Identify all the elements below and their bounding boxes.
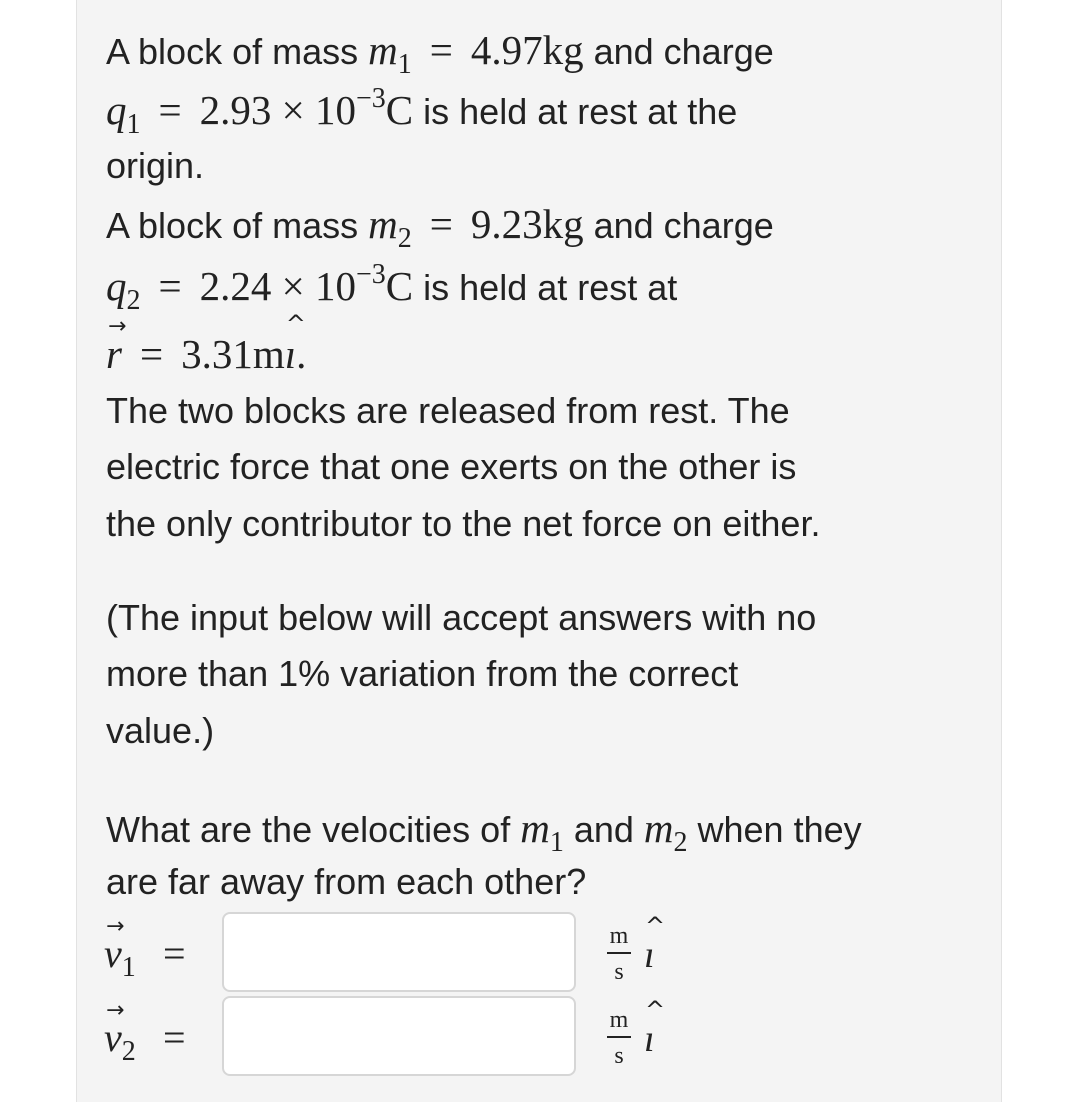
- mass2-text-suffix: and charge: [583, 205, 774, 246]
- paragraph-tolerance-line-3: value.): [106, 710, 215, 751]
- question-line-1: [106, 805, 862, 858]
- position-vector-symbol: [106, 314, 127, 377]
- mass1-subscript: 1: [397, 49, 412, 80]
- v2-answer-input[interactable]: [222, 996, 576, 1076]
- problem-line-charge1: [106, 83, 738, 140]
- mass1-text-suffix: and charge: [583, 31, 774, 72]
- v1-vector-symbol: [104, 914, 125, 976]
- charge1-exponent: −3: [356, 83, 386, 114]
- hat-icon: ^: [645, 996, 666, 1024]
- mass2-value: 9.23kg: [470, 201, 584, 247]
- charge1-symbol: q: [106, 87, 127, 133]
- vector-arrow-icon: →: [106, 998, 125, 1023]
- charge1-text-suffix: is held at rest at the: [413, 91, 738, 132]
- question-text-prefix: What are the velocities of: [106, 809, 521, 850]
- charge1-unit: C: [385, 87, 414, 133]
- problem-line-charge2: [106, 259, 678, 316]
- v1-unit-numerator: m: [609, 923, 629, 949]
- mass1-equals: =: [429, 27, 453, 73]
- paragraph-release-line-2: electric force that one exerts on the other is: [106, 446, 797, 487]
- v2-unit-vector-i: [644, 996, 666, 1060]
- problem-line-mass2: [106, 201, 774, 254]
- charge2-value: 2.24 × 10: [199, 263, 356, 309]
- v1-answer-input[interactable]: [222, 912, 576, 992]
- v2-unit-denominator: s: [614, 1043, 624, 1069]
- unit-vector-i: [284, 310, 306, 377]
- mass2-text-prefix: A block of mass: [106, 205, 369, 246]
- origin-text: origin.: [106, 145, 205, 186]
- v1-unit-denominator: s: [614, 959, 624, 985]
- mass1-value: 4.97kg: [470, 27, 584, 73]
- position-period: .: [296, 331, 307, 377]
- answer-v2-label: [104, 998, 136, 1067]
- question-m2-subscript: 2: [673, 827, 688, 858]
- position-value: 3.31m: [181, 331, 285, 377]
- question-text-suffix: when they: [687, 809, 862, 850]
- v1-unit-vector-symbol: ı: [644, 934, 655, 976]
- unit-vector-symbol: ı: [284, 331, 297, 377]
- v1-subscript: 1: [121, 952, 136, 983]
- position-equals: =: [139, 331, 164, 377]
- mass2-equals: =: [429, 201, 453, 247]
- charge1-value: 2.93 × 10: [199, 87, 356, 133]
- charge1-equals: =: [158, 87, 182, 133]
- problem-line-position: [106, 310, 307, 377]
- charge2-text-suffix: is held at rest at: [413, 267, 678, 308]
- v2-unit-numerator: m: [609, 1007, 629, 1033]
- answer-v1-label: [104, 914, 136, 983]
- question-m1-symbol: m: [520, 805, 550, 851]
- charge2-subscript: 2: [126, 285, 141, 316]
- charge2-symbol: q: [106, 263, 127, 309]
- v1-unit-vector-i: [644, 912, 666, 976]
- position-symbol: r: [106, 331, 122, 377]
- answer-v2-equals: =: [163, 1015, 186, 1060]
- mass1-symbol: m: [368, 27, 398, 73]
- v2-unit-vector-symbol: ı: [644, 1018, 655, 1060]
- v1-unit-fraction: [604, 924, 634, 984]
- paragraph-release-line-3: the only contributor to the net force on either.: [106, 503, 821, 544]
- paragraph-release-line-1: The two blocks are released from rest. The: [106, 390, 790, 431]
- charge1-subscript: 1: [126, 109, 141, 140]
- paragraph-tolerance-line-2: more than 1% variation from the correct: [106, 653, 739, 694]
- fraction-bar: [607, 1036, 631, 1038]
- v2-unit-fraction: [604, 1008, 634, 1068]
- answer-v1-equals: =: [163, 931, 186, 976]
- vector-arrow-icon: →: [106, 914, 125, 939]
- fraction-bar: [607, 952, 631, 954]
- v2-subscript: 2: [121, 1036, 136, 1067]
- v2-symbol: v: [104, 1015, 122, 1060]
- mass2-symbol: m: [368, 201, 398, 247]
- question-line-2: are far away from each other?: [106, 861, 587, 902]
- problem-line-mass1: [106, 27, 774, 80]
- mass1-text-prefix: A block of mass: [106, 31, 369, 72]
- hat-icon: ^: [645, 912, 666, 940]
- problem-line-origin: [106, 145, 205, 186]
- v1-symbol: v: [104, 931, 122, 976]
- charge2-equals: =: [158, 263, 182, 309]
- question-m2-symbol: m: [643, 805, 674, 851]
- mass2-subscript: 2: [397, 223, 412, 254]
- vector-arrow-icon: →: [108, 314, 127, 339]
- question-m1-subscript: 1: [549, 827, 564, 858]
- charge2-exponent: −3: [356, 259, 386, 290]
- paragraph-tolerance-line-1: (The input below will accept answers with no: [106, 597, 817, 638]
- charge2-unit: C: [385, 263, 414, 309]
- question-text-and: and: [563, 809, 644, 850]
- hat-icon: ^: [285, 310, 306, 338]
- v2-vector-symbol: [104, 998, 125, 1060]
